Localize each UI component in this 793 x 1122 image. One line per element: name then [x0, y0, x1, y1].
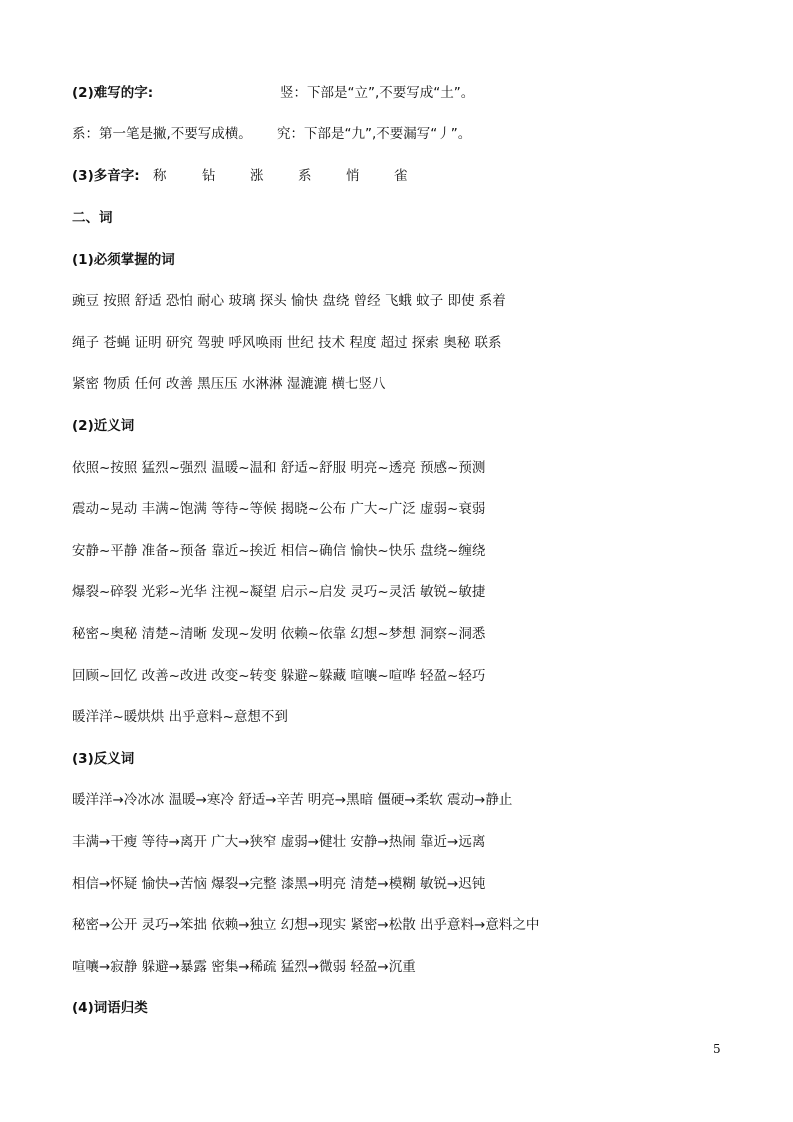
synonyms-line: 回顾~回忆 改善~改进 改变~转变 躲避~躲藏 喧嚷~喧哗 轻盈~轻巧: [72, 668, 486, 684]
classify-label: (4)词语归类: [72, 1000, 148, 1016]
polyphonic-char: 系: [298, 168, 312, 184]
antonyms-line: 丰满→干瘦 等待→离开 广大→狭窄 虚弱→健壮 安静→热闹 靠近→远离: [72, 834, 486, 850]
section-title: 二、词: [72, 210, 113, 226]
polyphonic-char: 钻: [202, 168, 216, 184]
polyphonic-char: 雀: [394, 168, 408, 184]
antonyms-line: 暖洋洋→冷冰冰 温暖→寒冷 舒适→辛苦 明亮→黑暗 僵硬→柔软 震动→静止: [72, 792, 513, 808]
antonyms-line: 喧嚷→寂静 躲避→暴露 密集→稀疏 猛烈→微弱 轻盈→沉重: [72, 959, 416, 975]
synonyms-line: 震动~晃动 丰满~饱满 等待~等候 揭晓~公布 广大~广泛 虚弱~衰弱: [72, 501, 486, 517]
synonyms-line: 爆裂~碎裂 光彩~光华 注视~凝望 启示~启发 灵巧~灵活 敏锐~敏捷: [72, 584, 486, 600]
polyphonic-char: 涨: [250, 168, 264, 184]
synonyms-line: 暖洋洋~暖烘烘 出乎意料~意想不到: [72, 709, 288, 725]
synonyms-line: 秘密~奥秘 清楚~清晰 发现~发明 依赖~依靠 幻想~梦想 洞察~洞悉: [72, 626, 486, 642]
note-jiu: 究：下部是“九”,不要漏写“丿”。: [277, 126, 472, 142]
polyphonic-char: 悄: [346, 168, 360, 184]
must-words-line: 紧密 物质 任何 改善 黑压压 水淋淋 湿漉漉 横七竖八: [72, 376, 386, 392]
note-xi: 系：第一笔是撇,不要写成横。: [72, 126, 252, 142]
antonyms-label: (3)反义词: [72, 751, 135, 767]
polyphonic-char: 称: [153, 168, 167, 184]
polyphonic-label: (3)多音字:: [72, 168, 140, 184]
antonyms-line: 秘密→公开 灵巧→笨拙 依赖→独立 幻想→现实 紧密→松散 出乎意料→意料之中: [72, 917, 540, 933]
page-number: 5: [713, 1042, 721, 1056]
synonyms-line: 安静~平静 准备~预备 靠近~挨近 相信~确信 愉快~快乐 盘绕~缠绕: [72, 543, 486, 559]
must-words-line: 绳子 苍蝇 证明 研究 驾驶 呼风唤雨 世纪 技术 程度 超过 探索 奥秘 联系: [72, 335, 502, 351]
synonyms-line: 依照~按照 猛烈~强烈 温暖~温和 舒适~舒服 明亮~透亮 预感~预测: [72, 460, 486, 476]
note-shu: 竖：下部是“立”,不要写成“土”。: [280, 85, 475, 101]
difficult-chars-label: (2)难写的字:: [72, 85, 154, 101]
must-words-label: (1)必须掌握的词: [72, 252, 175, 268]
synonyms-label: (2)近义词: [72, 418, 135, 434]
must-words-line: 豌豆 按照 舒适 恐怕 耐心 玻璃 探头 愉快 盘绕 曾经 飞蛾 蚊子 即使 系着: [72, 293, 506, 309]
antonyms-line: 相信→怀疑 愉快→苦恼 爆裂→完整 漆黑→明亮 清楚→模糊 敏锐→迟钝: [72, 876, 486, 892]
